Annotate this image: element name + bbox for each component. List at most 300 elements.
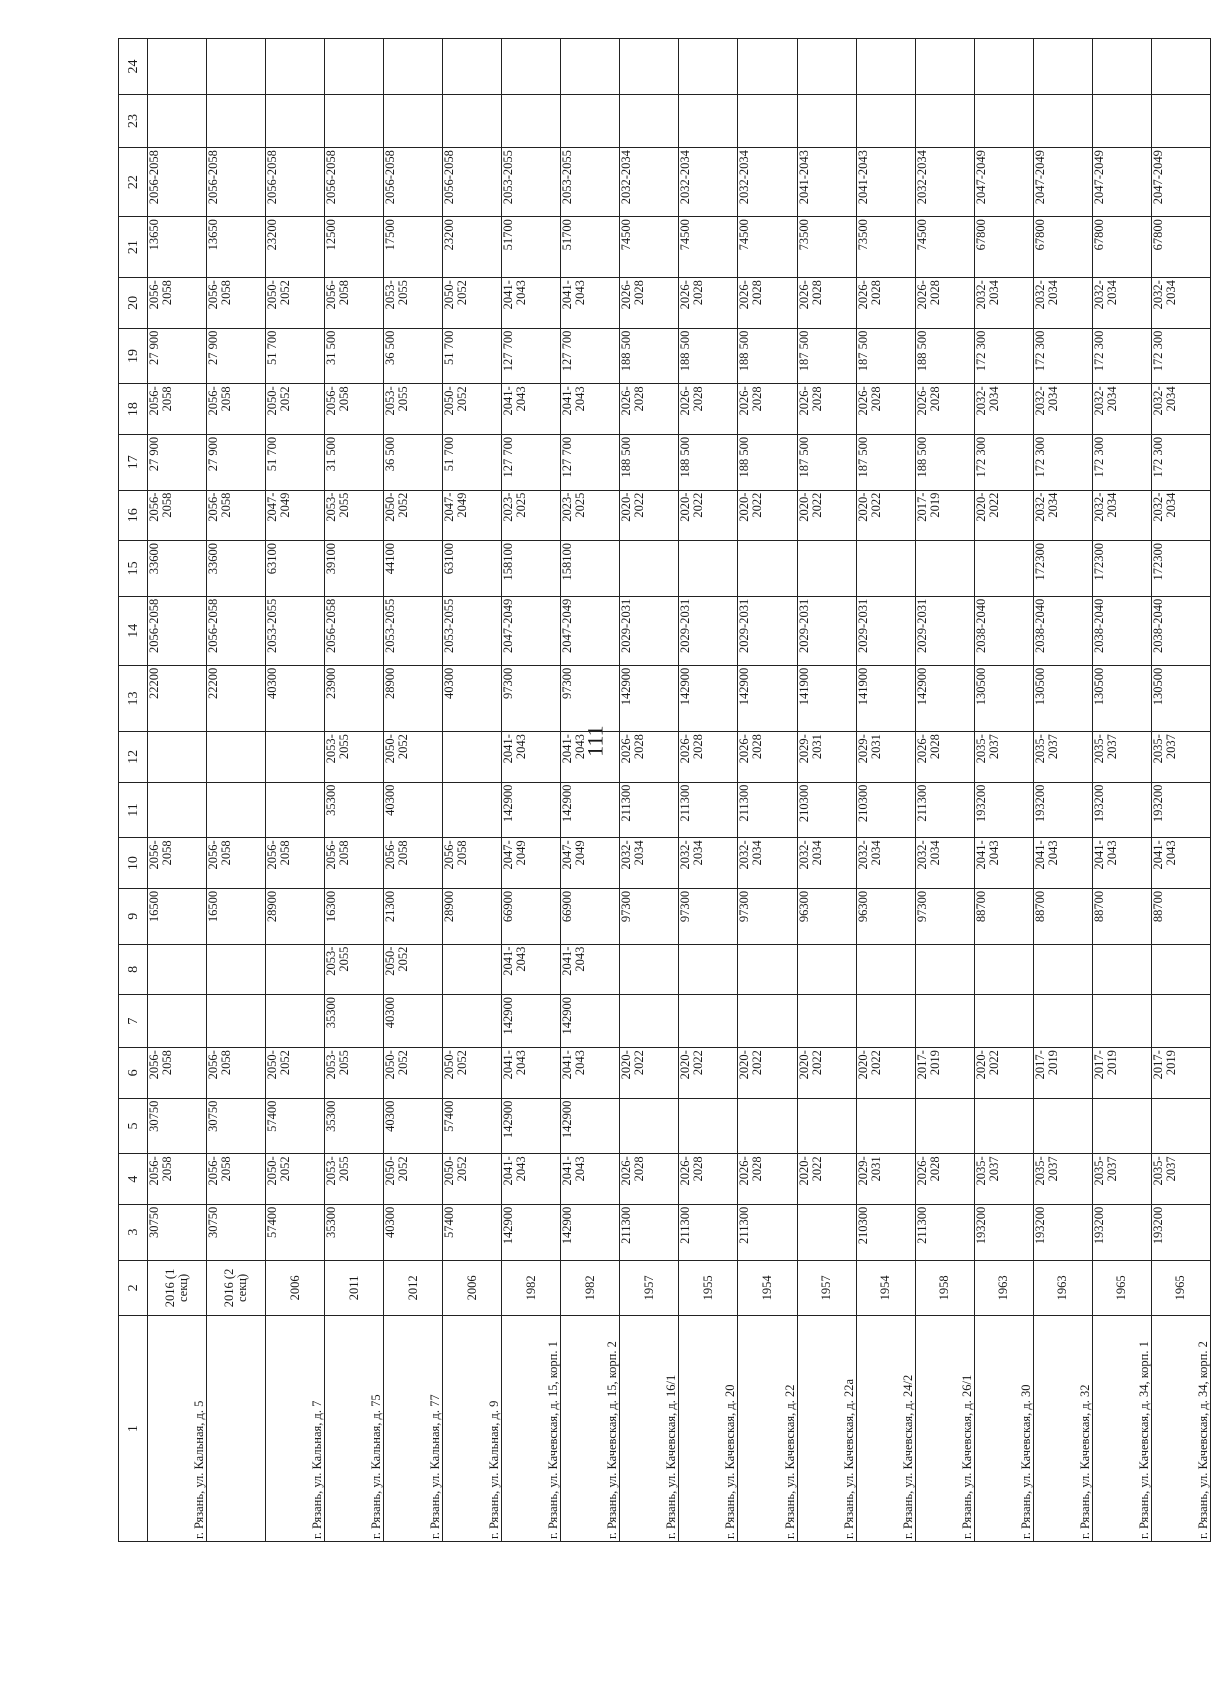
value-cell: 211300 bbox=[620, 782, 679, 838]
value-cell: 2017-2019 bbox=[1092, 1048, 1151, 1098]
table-row bbox=[738, 39, 797, 1542]
value-cell: 40300 bbox=[384, 1204, 443, 1260]
value-cell: 2032-2034 bbox=[620, 148, 679, 217]
value-cell: 2032-2034 bbox=[974, 384, 1033, 434]
value-cell: 2053-2055 bbox=[325, 490, 384, 540]
value-cell: 2056-2058 bbox=[148, 1048, 207, 1098]
value-cell: 2053-2055 bbox=[325, 1154, 384, 1204]
value-cell bbox=[974, 39, 1033, 95]
value-cell: 2053-2055 bbox=[325, 1048, 384, 1098]
value-cell bbox=[974, 944, 1033, 994]
value-cell: 2029-2031 bbox=[679, 596, 738, 665]
value-cell: 187 500 bbox=[856, 328, 915, 384]
table-row bbox=[502, 39, 561, 1542]
value-cell bbox=[679, 39, 738, 95]
value-cell bbox=[325, 39, 384, 95]
year-cell: 2006 bbox=[443, 1260, 502, 1316]
value-cell: 130500 bbox=[1033, 665, 1092, 731]
value-cell: 74500 bbox=[620, 217, 679, 278]
column-number-8: 8 bbox=[119, 944, 148, 994]
value-cell: 193200 bbox=[1151, 782, 1210, 838]
table-row bbox=[207, 39, 266, 1542]
value-cell: 211300 bbox=[915, 1204, 974, 1260]
table-row bbox=[1033, 39, 1092, 1542]
value-cell: 2056-2058 bbox=[148, 490, 207, 540]
value-cell bbox=[797, 39, 856, 95]
value-cell: 2032-2034 bbox=[915, 838, 974, 888]
value-cell: 2050-2052 bbox=[266, 384, 325, 434]
value-cell: 51 700 bbox=[266, 328, 325, 384]
value-cell: 172 300 bbox=[1151, 328, 1210, 384]
value-cell bbox=[266, 39, 325, 95]
value-cell: 141900 bbox=[856, 665, 915, 731]
value-cell: 2026-2028 bbox=[738, 732, 797, 782]
value-cell: 63100 bbox=[266, 541, 325, 597]
table-row bbox=[797, 39, 856, 1542]
value-cell: 2056-2058 bbox=[207, 1154, 266, 1204]
value-cell: 2041-2043 bbox=[1092, 838, 1151, 888]
value-cell: 2041-2043 bbox=[561, 384, 620, 434]
value-cell: 2020-2022 bbox=[974, 1048, 1033, 1098]
value-cell: 88700 bbox=[1092, 888, 1151, 944]
value-cell: 35300 bbox=[325, 782, 384, 838]
table-row bbox=[856, 39, 915, 1542]
value-cell: 187 500 bbox=[797, 328, 856, 384]
value-cell bbox=[797, 1098, 856, 1154]
address-cell: г. Рязань, ул. Качевская, д. 20 bbox=[679, 1316, 738, 1542]
value-cell: 51 700 bbox=[443, 434, 502, 490]
value-cell: 2056-2058 bbox=[148, 384, 207, 434]
value-cell: 2050-2052 bbox=[266, 278, 325, 328]
value-cell bbox=[1092, 995, 1151, 1048]
value-cell: 2026-2028 bbox=[915, 1154, 974, 1204]
value-cell: 96300 bbox=[856, 888, 915, 944]
value-cell: 142900 bbox=[679, 665, 738, 731]
value-cell: 2032-2034 bbox=[620, 838, 679, 888]
value-cell: 2047-2049 bbox=[561, 838, 620, 888]
repair-schedule-table bbox=[118, 38, 1211, 1542]
value-cell: 211300 bbox=[679, 782, 738, 838]
value-cell: 88700 bbox=[974, 888, 1033, 944]
value-cell bbox=[266, 782, 325, 838]
value-cell: 51 700 bbox=[443, 328, 502, 384]
value-cell: 2056-2058 bbox=[384, 838, 443, 888]
value-cell: 2038-2040 bbox=[1033, 596, 1092, 665]
value-cell: 2032-2034 bbox=[915, 148, 974, 217]
column-number-24: 24 bbox=[119, 39, 148, 95]
value-cell: 2032-2034 bbox=[1151, 384, 1210, 434]
value-cell: 2026-2028 bbox=[915, 732, 974, 782]
value-cell: 97300 bbox=[502, 665, 561, 731]
value-cell: 187 500 bbox=[797, 434, 856, 490]
value-cell: 211300 bbox=[915, 782, 974, 838]
value-cell: 193200 bbox=[1033, 782, 1092, 838]
value-cell bbox=[856, 541, 915, 597]
value-cell: 2056-2058 bbox=[325, 596, 384, 665]
value-cell: 2032-2034 bbox=[1033, 278, 1092, 328]
year-cell: 1965 bbox=[1092, 1260, 1151, 1316]
table-row bbox=[915, 39, 974, 1542]
value-cell: 2032-2034 bbox=[1092, 384, 1151, 434]
value-cell: 2035-2037 bbox=[1033, 732, 1092, 782]
value-cell: 2056-2058 bbox=[443, 838, 502, 888]
value-cell bbox=[443, 995, 502, 1048]
value-cell: 188 500 bbox=[679, 328, 738, 384]
value-cell: 2050-2052 bbox=[384, 1048, 443, 1098]
value-cell bbox=[443, 732, 502, 782]
value-cell: 63100 bbox=[443, 541, 502, 597]
value-cell: 2053-2055 bbox=[502, 148, 561, 217]
table-row bbox=[679, 39, 738, 1542]
address-cell: г. Рязань, ул. Качевская, д. 15, корп. 1 bbox=[502, 1316, 561, 1542]
value-cell: 2032-2034 bbox=[679, 838, 738, 888]
value-cell bbox=[679, 541, 738, 597]
value-cell bbox=[1151, 995, 1210, 1048]
address-cell: г. Рязань, ул. Кальная, д. 9 bbox=[443, 1316, 502, 1542]
value-cell bbox=[915, 541, 974, 597]
value-cell: 2020-2022 bbox=[738, 1048, 797, 1098]
value-cell: 33600 bbox=[207, 541, 266, 597]
value-cell: 2017-2019 bbox=[1151, 1048, 1210, 1098]
table-row bbox=[266, 39, 325, 1542]
value-cell: 2026-2028 bbox=[679, 384, 738, 434]
value-cell: 211300 bbox=[738, 1204, 797, 1260]
value-cell: 193200 bbox=[1092, 782, 1151, 838]
value-cell: 67800 bbox=[1151, 217, 1210, 278]
value-cell bbox=[797, 541, 856, 597]
value-cell: 27 900 bbox=[148, 434, 207, 490]
value-cell: 2032-2034 bbox=[679, 148, 738, 217]
year-cell: 1957 bbox=[620, 1260, 679, 1316]
value-cell bbox=[679, 94, 738, 147]
value-cell bbox=[620, 944, 679, 994]
value-cell: 2056-2058 bbox=[207, 1048, 266, 1098]
value-cell bbox=[384, 39, 443, 95]
value-cell: 2041-2043 bbox=[502, 278, 561, 328]
value-cell: 2041-2043 bbox=[502, 732, 561, 782]
value-cell bbox=[856, 995, 915, 1048]
value-cell: 21300 bbox=[384, 888, 443, 944]
value-cell bbox=[502, 39, 561, 95]
value-cell bbox=[207, 732, 266, 782]
value-cell: 66900 bbox=[502, 888, 561, 944]
value-cell: 2026-2028 bbox=[738, 384, 797, 434]
value-cell: 2035-2037 bbox=[1151, 1154, 1210, 1204]
value-cell: 142900 bbox=[561, 1204, 620, 1260]
value-cell: 2035-2037 bbox=[1092, 732, 1151, 782]
value-cell: 2032-2034 bbox=[1092, 490, 1151, 540]
table-row bbox=[384, 39, 443, 1542]
year-cell: 1955 bbox=[679, 1260, 738, 1316]
column-number-19: 19 bbox=[119, 328, 148, 384]
value-cell: 127 700 bbox=[502, 434, 561, 490]
value-cell: 2023-2025 bbox=[561, 490, 620, 540]
value-cell: 2041-2043 bbox=[502, 944, 561, 994]
column-number-5: 5 bbox=[119, 1098, 148, 1154]
value-cell: 2041-2043 bbox=[561, 1048, 620, 1098]
value-cell: 2056-2058 bbox=[207, 596, 266, 665]
value-cell: 28900 bbox=[443, 888, 502, 944]
value-cell bbox=[1033, 39, 1092, 95]
value-cell: 2056-2058 bbox=[207, 838, 266, 888]
year-cell: 1963 bbox=[974, 1260, 1033, 1316]
value-cell: 67800 bbox=[1092, 217, 1151, 278]
value-cell: 172 300 bbox=[1033, 328, 1092, 384]
value-cell: 2041-2043 bbox=[561, 278, 620, 328]
value-cell: 2056-2058 bbox=[266, 838, 325, 888]
value-cell: 40300 bbox=[384, 1098, 443, 1154]
value-cell bbox=[1092, 94, 1151, 147]
value-cell bbox=[1092, 944, 1151, 994]
year-cell: 1963 bbox=[1033, 1260, 1092, 1316]
value-cell bbox=[856, 944, 915, 994]
value-cell bbox=[856, 39, 915, 95]
value-cell: 2050-2052 bbox=[384, 1154, 443, 1204]
value-cell: 2056-2058 bbox=[148, 148, 207, 217]
value-cell: 2053-2055 bbox=[443, 596, 502, 665]
value-cell: 188 500 bbox=[620, 328, 679, 384]
column-number-14: 14 bbox=[119, 596, 148, 665]
value-cell: 141900 bbox=[797, 665, 856, 731]
value-cell: 2050-2052 bbox=[266, 1048, 325, 1098]
value-cell bbox=[620, 995, 679, 1048]
value-cell: 2020-2022 bbox=[679, 490, 738, 540]
value-cell: 30750 bbox=[207, 1098, 266, 1154]
value-cell: 67800 bbox=[974, 217, 1033, 278]
value-cell: 2047-2049 bbox=[561, 596, 620, 665]
value-cell: 210300 bbox=[797, 782, 856, 838]
value-cell: 2020-2022 bbox=[797, 1048, 856, 1098]
column-number-16: 16 bbox=[119, 490, 148, 540]
value-cell: 2038-2040 bbox=[974, 596, 1033, 665]
value-cell: 2017-2019 bbox=[1033, 1048, 1092, 1098]
value-cell: 2050-2052 bbox=[384, 490, 443, 540]
column-number-20: 20 bbox=[119, 278, 148, 328]
value-cell bbox=[915, 944, 974, 994]
column-number-2: 2 bbox=[119, 1260, 148, 1316]
value-cell bbox=[797, 94, 856, 147]
value-cell bbox=[679, 995, 738, 1048]
value-cell bbox=[974, 94, 1033, 147]
value-cell: 97300 bbox=[679, 888, 738, 944]
value-cell bbox=[1033, 944, 1092, 994]
table-row bbox=[1092, 39, 1151, 1542]
value-cell: 2020-2022 bbox=[856, 1048, 915, 1098]
value-cell bbox=[797, 1204, 856, 1260]
value-cell: 2041-2043 bbox=[502, 1048, 561, 1098]
value-cell bbox=[266, 995, 325, 1048]
address-cell: г. Рязань, ул. Качевская, д. 22а bbox=[797, 1316, 856, 1542]
year-cell: 1957 bbox=[797, 1260, 856, 1316]
value-cell bbox=[915, 39, 974, 95]
value-cell bbox=[620, 39, 679, 95]
value-cell: 127 700 bbox=[561, 434, 620, 490]
value-cell: 40300 bbox=[384, 782, 443, 838]
value-cell: 188 500 bbox=[738, 328, 797, 384]
year-cell: 1965 bbox=[1151, 1260, 1210, 1316]
value-cell: 97300 bbox=[561, 665, 620, 731]
value-cell: 2050-2052 bbox=[384, 944, 443, 994]
value-cell: 188 500 bbox=[679, 434, 738, 490]
value-cell: 2053-2055 bbox=[325, 944, 384, 994]
value-cell: 2035-2037 bbox=[1151, 732, 1210, 782]
value-cell bbox=[148, 995, 207, 1048]
value-cell: 2020-2022 bbox=[620, 1048, 679, 1098]
value-cell: 2017-2019 bbox=[915, 1048, 974, 1098]
column-number-7: 7 bbox=[119, 995, 148, 1048]
value-cell: 2032-2034 bbox=[1033, 384, 1092, 434]
value-cell: 73500 bbox=[797, 217, 856, 278]
value-cell: 51700 bbox=[561, 217, 620, 278]
column-number-21: 21 bbox=[119, 217, 148, 278]
value-cell: 2041-2043 bbox=[797, 148, 856, 217]
year-cell: 1954 bbox=[856, 1260, 915, 1316]
value-cell: 31 500 bbox=[325, 328, 384, 384]
value-cell: 2020-2022 bbox=[856, 490, 915, 540]
value-cell: 188 500 bbox=[915, 328, 974, 384]
value-cell: 2035-2037 bbox=[1033, 1154, 1092, 1204]
value-cell bbox=[915, 94, 974, 147]
value-cell bbox=[1151, 94, 1210, 147]
value-cell: 2029-2031 bbox=[797, 732, 856, 782]
value-cell: 66900 bbox=[561, 888, 620, 944]
value-cell: 2050-2052 bbox=[384, 732, 443, 782]
value-cell: 2041-2043 bbox=[561, 944, 620, 994]
value-cell bbox=[856, 94, 915, 147]
value-cell: 2029-2031 bbox=[797, 596, 856, 665]
value-cell: 193200 bbox=[1151, 1204, 1210, 1260]
value-cell bbox=[266, 732, 325, 782]
column-number-15: 15 bbox=[119, 541, 148, 597]
address-cell: г. Рязань, ул. Кальная, д. 77 bbox=[384, 1316, 443, 1542]
value-cell: 2041-2043 bbox=[561, 732, 620, 782]
value-cell: 127 700 bbox=[561, 328, 620, 384]
value-cell: 172300 bbox=[1151, 541, 1210, 597]
year-cell: 1958 bbox=[915, 1260, 974, 1316]
value-cell: 2056-2058 bbox=[266, 148, 325, 217]
value-cell: 158100 bbox=[561, 541, 620, 597]
value-cell: 130500 bbox=[974, 665, 1033, 731]
value-cell: 2047-2049 bbox=[1033, 148, 1092, 217]
value-cell: 2047-2049 bbox=[502, 838, 561, 888]
value-cell: 172300 bbox=[1033, 541, 1092, 597]
table-row bbox=[561, 39, 620, 1542]
value-cell: 97300 bbox=[738, 888, 797, 944]
value-cell: 142900 bbox=[502, 1098, 561, 1154]
value-cell: 2029-2031 bbox=[856, 1154, 915, 1204]
value-cell bbox=[974, 541, 1033, 597]
value-cell: 142900 bbox=[561, 782, 620, 838]
value-cell: 2026-2028 bbox=[679, 732, 738, 782]
value-cell: 210300 bbox=[856, 1204, 915, 1260]
value-cell: 172 300 bbox=[974, 434, 1033, 490]
table-row bbox=[620, 39, 679, 1542]
value-cell bbox=[443, 39, 502, 95]
address-cell: г. Рязань, ул. Кальная, д. 5 bbox=[148, 1316, 207, 1542]
value-cell: 35300 bbox=[325, 995, 384, 1048]
value-cell: 88700 bbox=[1151, 888, 1210, 944]
value-cell bbox=[797, 944, 856, 994]
value-cell bbox=[266, 944, 325, 994]
value-cell: 31 500 bbox=[325, 434, 384, 490]
value-cell bbox=[148, 94, 207, 147]
value-cell: 188 500 bbox=[620, 434, 679, 490]
value-cell: 2026-2028 bbox=[679, 278, 738, 328]
value-cell: 2035-2037 bbox=[974, 1154, 1033, 1204]
value-cell: 188 500 bbox=[915, 434, 974, 490]
address-cell bbox=[207, 1316, 266, 1542]
value-cell: 142900 bbox=[915, 665, 974, 731]
value-cell: 2053-2055 bbox=[384, 384, 443, 434]
value-cell: 40300 bbox=[266, 665, 325, 731]
value-cell: 40300 bbox=[443, 665, 502, 731]
value-cell: 2020-2022 bbox=[679, 1048, 738, 1098]
value-cell: 2056-2058 bbox=[148, 838, 207, 888]
year-cell: 2012 bbox=[384, 1260, 443, 1316]
value-cell: 2047-2049 bbox=[502, 596, 561, 665]
rotated-table-container bbox=[118, 38, 1211, 1542]
value-cell: 2032-2034 bbox=[797, 838, 856, 888]
value-cell: 2056-2058 bbox=[207, 148, 266, 217]
value-cell: 2056-2058 bbox=[148, 278, 207, 328]
value-cell: 193200 bbox=[974, 782, 1033, 838]
value-cell: 2029-2031 bbox=[856, 732, 915, 782]
value-cell: 2050-2052 bbox=[443, 1154, 502, 1204]
value-cell: 36 500 bbox=[384, 434, 443, 490]
value-cell: 2041-2043 bbox=[1033, 838, 1092, 888]
value-cell: 2047-2049 bbox=[443, 490, 502, 540]
value-cell bbox=[738, 94, 797, 147]
value-cell bbox=[207, 782, 266, 838]
value-cell: 23200 bbox=[266, 217, 325, 278]
value-cell: 17500 bbox=[384, 217, 443, 278]
value-cell: 130500 bbox=[1092, 665, 1151, 731]
value-cell: 142900 bbox=[561, 995, 620, 1048]
column-number-6: 6 bbox=[119, 1048, 148, 1098]
value-cell: 2050-2052 bbox=[443, 278, 502, 328]
value-cell: 2029-2031 bbox=[856, 596, 915, 665]
value-cell bbox=[384, 94, 443, 147]
year-cell: 2011 bbox=[325, 1260, 384, 1316]
column-number-1: 1 bbox=[119, 1316, 148, 1542]
value-cell: 172300 bbox=[1092, 541, 1151, 597]
value-cell: 2023-2025 bbox=[502, 490, 561, 540]
value-cell: 88700 bbox=[1033, 888, 1092, 944]
value-cell bbox=[679, 944, 738, 994]
value-cell: 97300 bbox=[620, 888, 679, 944]
value-cell bbox=[148, 782, 207, 838]
value-cell: 2056-2058 bbox=[443, 148, 502, 217]
value-cell: 2053-2055 bbox=[266, 596, 325, 665]
year-cell: 2006 bbox=[266, 1260, 325, 1316]
header-row bbox=[119, 39, 148, 1542]
value-cell bbox=[915, 995, 974, 1048]
year-cell: 1954 bbox=[738, 1260, 797, 1316]
year-cell: 2016 (2 секц) bbox=[207, 1260, 266, 1316]
value-cell: 2029-2031 bbox=[915, 596, 974, 665]
column-number-10: 10 bbox=[119, 838, 148, 888]
address-cell: г. Рязань, ул. Качевская, д. 24/2 bbox=[856, 1316, 915, 1542]
value-cell bbox=[620, 94, 679, 147]
value-cell: 2026-2028 bbox=[915, 384, 974, 434]
value-cell: 33600 bbox=[148, 541, 207, 597]
value-cell: 158100 bbox=[502, 541, 561, 597]
value-cell: 2032-2034 bbox=[1033, 490, 1092, 540]
column-number-23: 23 bbox=[119, 94, 148, 147]
value-cell: 28900 bbox=[266, 888, 325, 944]
value-cell: 57400 bbox=[266, 1204, 325, 1260]
value-cell: 2032-2034 bbox=[1151, 278, 1210, 328]
